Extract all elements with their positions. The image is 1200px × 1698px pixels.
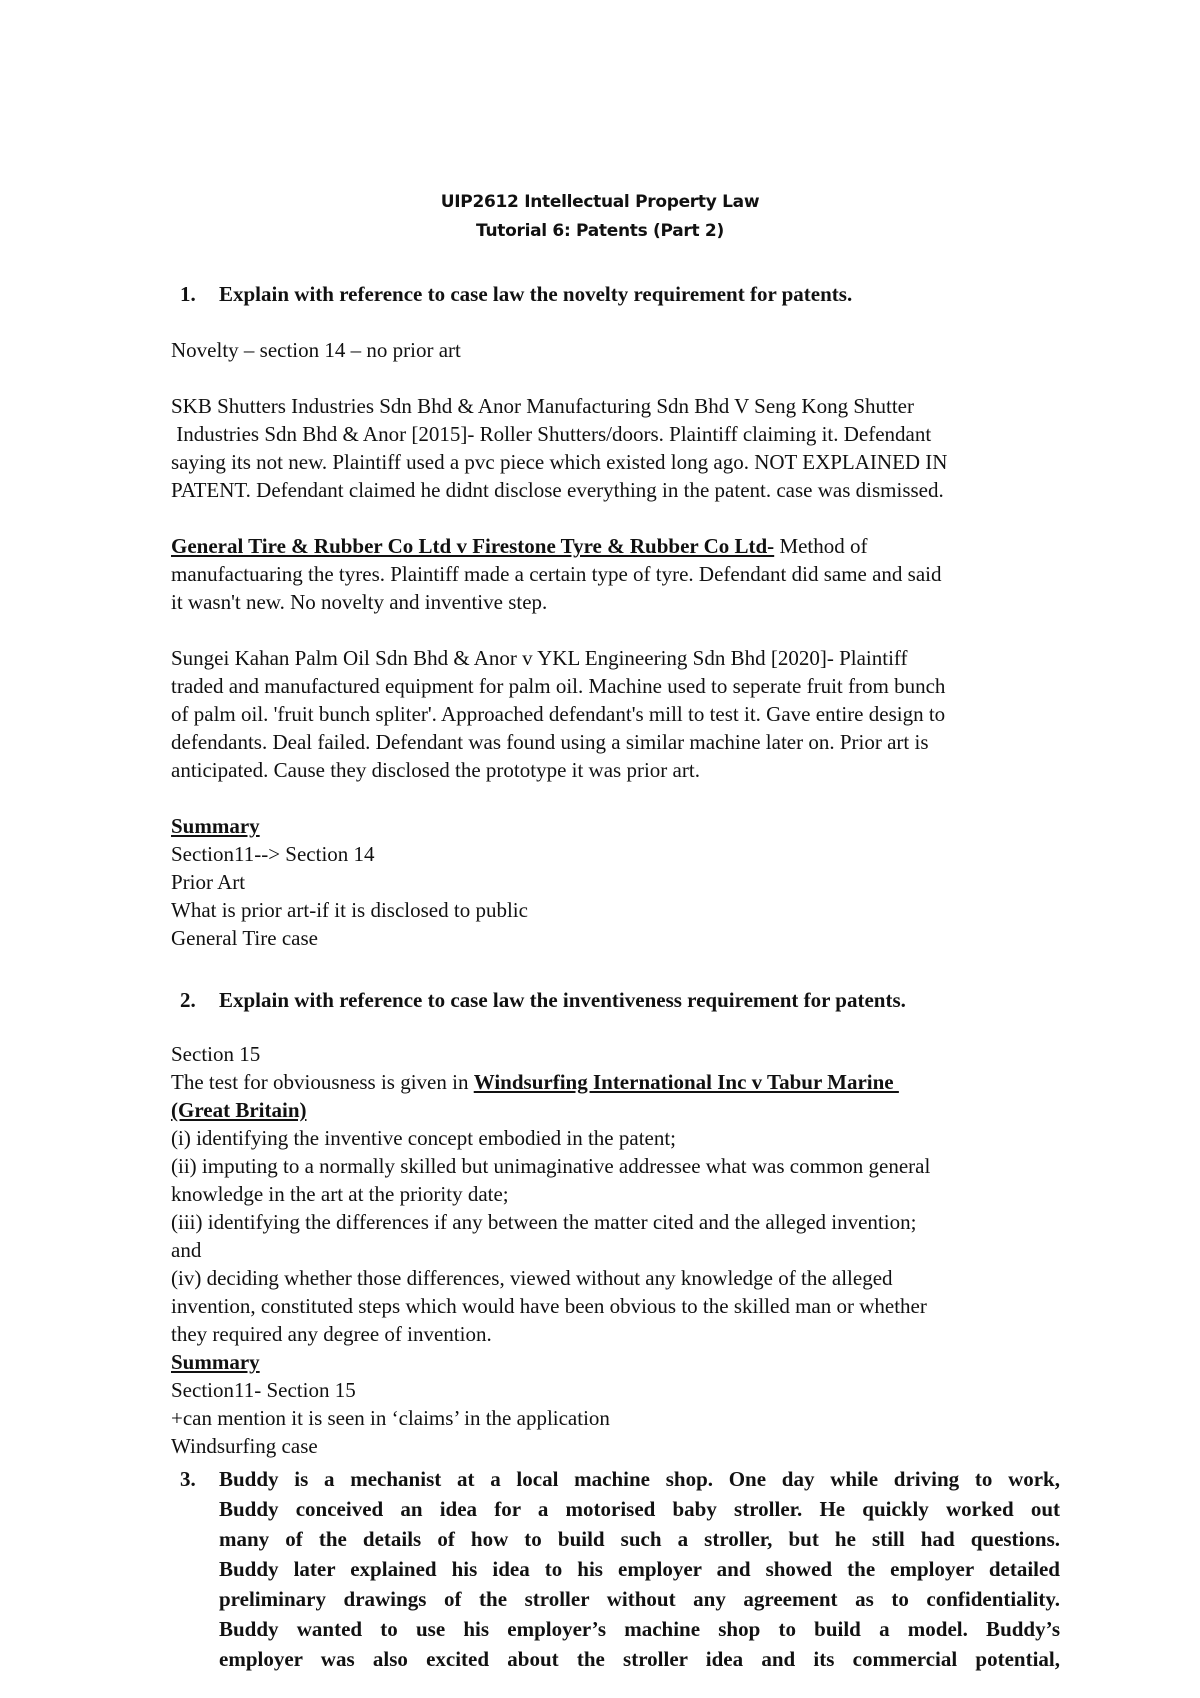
summary-line: Prior Art: [171, 870, 246, 894]
paragraph-line: General Tire & Rubber Co Ltd v Firestone Tyre & Rubber Co Ltd- Method of: [171, 534, 868, 558]
general-tire-paragraph: [171, 532, 1071, 616]
section-line: Section 15: [171, 1042, 261, 1066]
question-line: many of the details of how to build such a stroller, but he still had questions.: [219, 1527, 1060, 1551]
summary-line: Section11- Section 15: [171, 1378, 356, 1402]
question-number: 2.: [180, 988, 196, 1012]
case-name: (Great Britain): [171, 1098, 307, 1122]
novelty-line: Novelty – section 14 – no prior art: [171, 338, 461, 362]
question-line: preliminary drawings of the stroller without any agreement as to confidentiality.: [219, 1587, 1060, 1611]
test-step: they required any degree of invention.: [171, 1322, 492, 1346]
case-name: Windsurfing International Inc v Tabur Marine: [473, 1070, 899, 1094]
test-step: knowledge in the art at the priority date;: [171, 1182, 509, 1206]
summary-heading: Summary: [171, 814, 260, 838]
test-step: (i) identifying the inventive concept embodied in the patent;: [171, 1126, 677, 1150]
question-line: Buddy wanted to use his employer’s machine shop to build a model. Buddy’s: [219, 1617, 1060, 1641]
test-step: (iii) identifying the differences if any between the matter cited and the alleged invention;: [171, 1210, 917, 1234]
paragraph-line: SKB Shutters Industries Sdn Bhd & Anor Manufacturing Sdn Bhd V Seng Kong Shutter: [171, 394, 914, 418]
case-name: General Tire & Rubber Co Ltd v Firestone Tyre & Rubber Co Ltd-: [171, 534, 775, 558]
course-title: UIP2612 Intellectual Property Law: [440, 192, 760, 212]
question-line: Buddy later explained his idea to his employer and showed the employer detailed: [219, 1557, 1060, 1581]
paragraph-line: it wasn't new. No novelty and inventive step.: [171, 590, 548, 614]
sungei-case-paragraph: [171, 644, 1071, 784]
test-step: invention, constituted steps which would have been obvious to the skilled man or whether: [171, 1294, 927, 1318]
windsurfing-paragraph: [171, 1040, 1071, 1460]
paragraph-line: Industries Sdn Bhd & Anor [2015]- Roller Shutters/doors. Plaintiff claiming it. Defendant: [171, 422, 932, 446]
paragraph-line: Sungei Kahan Palm Oil Sdn Bhd & Anor v YKL Engineering Sdn Bhd [2020]- Plaintiff: [171, 646, 908, 670]
paragraph-line: The test for obviousness is given in Windsurfing International Inc v Tabur Marine: [171, 1070, 899, 1094]
question-line: employer was also excited about the stroller idea and its commercial potential,: [219, 1647, 1060, 1671]
paragraph-line: manufactuaring the tyres. Plaintiff made a certain type of tyre. Defendant did same and said: [171, 562, 942, 586]
summary-1: [171, 812, 1071, 952]
question-line: Buddy is a mechanist at a local machine shop. One day while driving to work,: [219, 1467, 1060, 1491]
paragraph-line: of palm oil. 'fruit bunch spliter'. Approached defendant's mill to test it. Gave entire design to: [171, 702, 946, 726]
paragraph-line: traded and manufactured equipment for palm oil. Machine used to seperate fruit from bunch: [171, 674, 946, 698]
summary-line: Windsurfing case: [171, 1434, 318, 1458]
summary-line: +can mention it is seen in ‘claims’ in the application: [171, 1406, 610, 1430]
summary-heading: Summary: [171, 1350, 260, 1374]
question-number: 1.: [180, 282, 196, 306]
summary-line: Section11--> Section 14: [171, 842, 375, 866]
question-line: Buddy conceived an idea for a motorised baby stroller. He quickly worked out: [219, 1497, 1060, 1521]
test-step: (iv) deciding whether those differences, viewed without any knowledge of the alleged: [171, 1266, 893, 1290]
question-text: Explain with reference to case law the inventiveness requirement for patents.: [219, 988, 906, 1012]
paragraph-line: anticipated. Cause they disclosed the prototype it was prior art.: [171, 758, 700, 782]
paragraph-line: PATENT. Defendant claimed he didnt disclose everything in the patent. case was dismissed.: [171, 478, 944, 502]
paragraph-line: saying its not new. Plaintiff used a pvc piece which existed long ago. NOT EXPLAINED IN: [171, 450, 948, 474]
skb-case-paragraph: [171, 392, 1071, 504]
summary-line: General Tire case: [171, 926, 318, 950]
question-text: Explain with reference to case law the novelty requirement for patents.: [219, 282, 853, 306]
test-step: and: [171, 1238, 202, 1262]
paragraph-line: defendants. Deal failed. Defendant was found using a similar machine later on. Prior art is: [171, 730, 929, 754]
test-step: (ii) imputing to a normally skilled but unimaginative addressee what was common general: [171, 1154, 931, 1178]
question-number: 3.: [180, 1467, 196, 1491]
tutorial-title: Tutorial 6: Patents (Part 2): [476, 221, 724, 241]
summary-line: What is prior art-if it is disclosed to public: [171, 898, 528, 922]
question-text: [219, 1464, 1060, 1674]
